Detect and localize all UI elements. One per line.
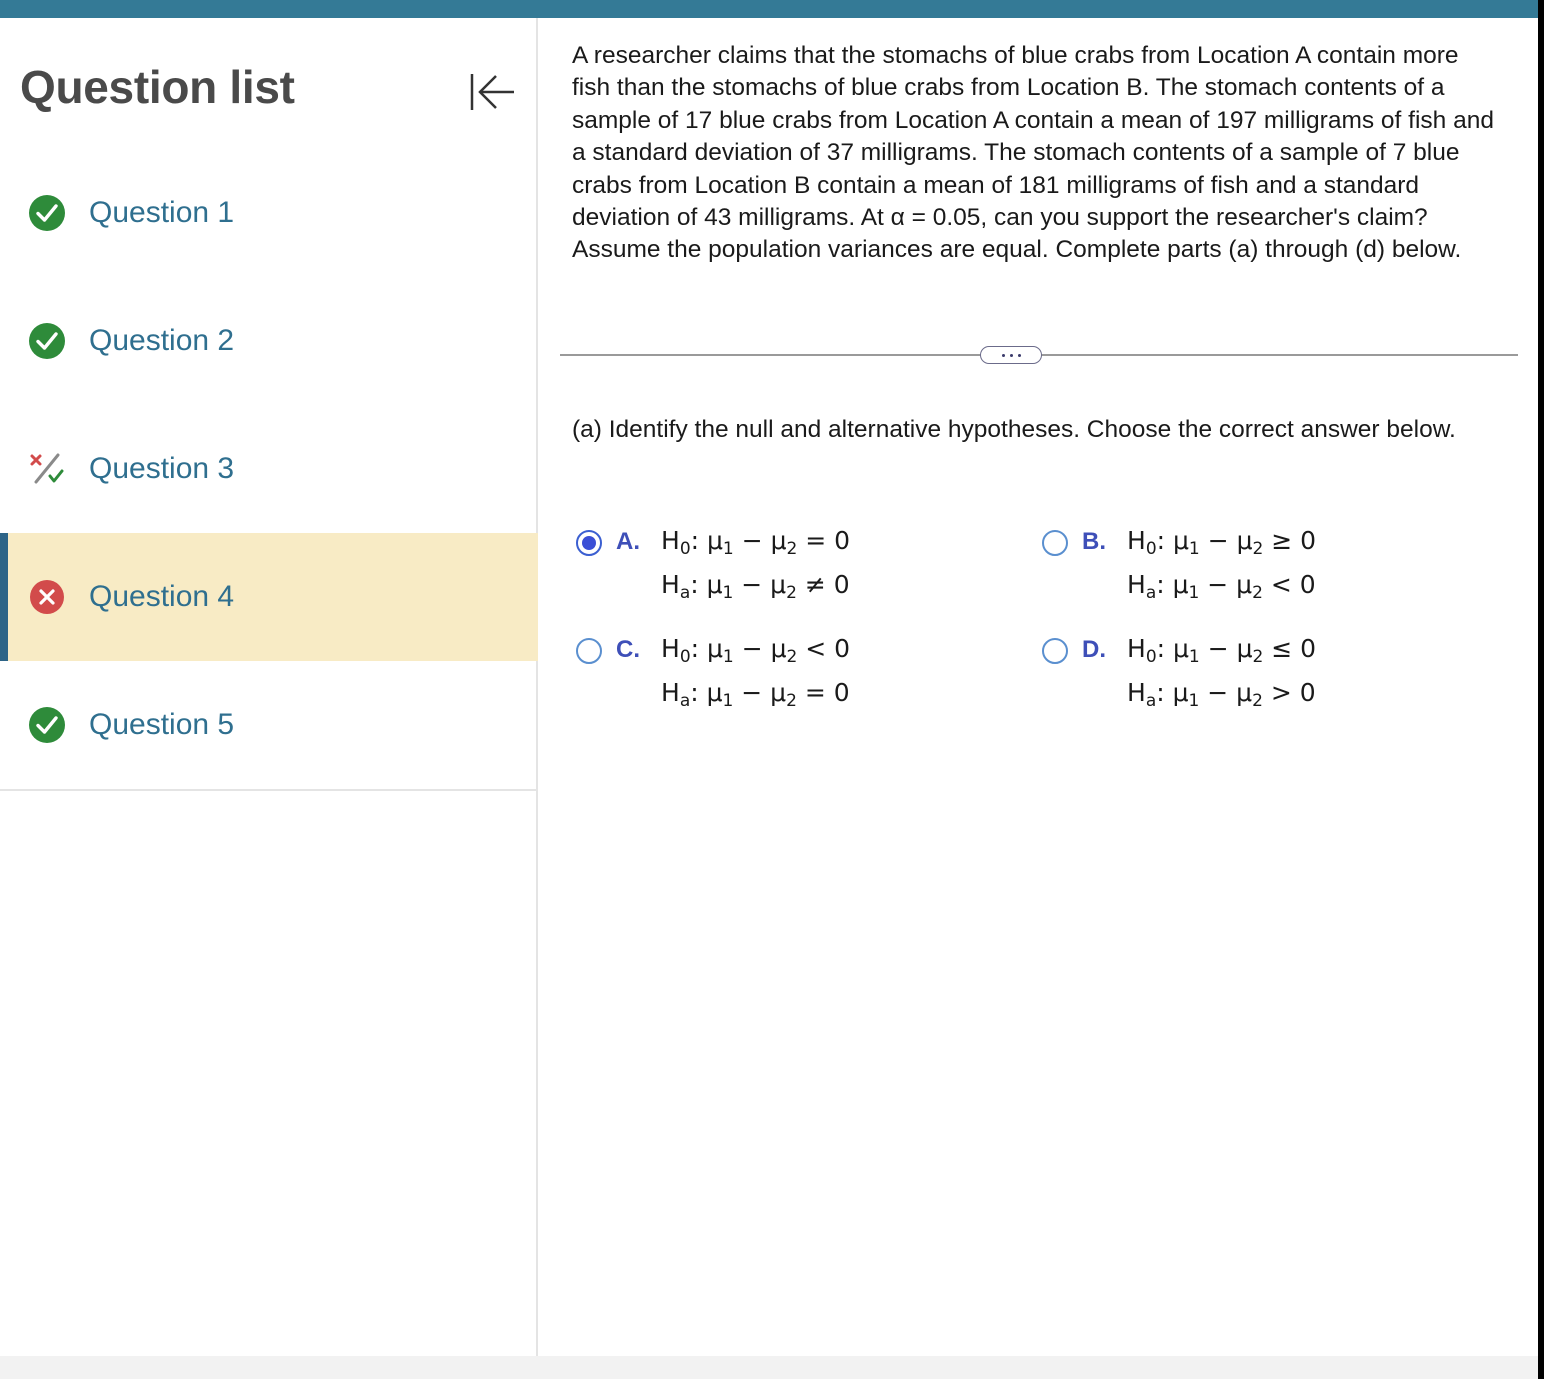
alternative-hypothesis: $H_a$: $\mu_1 - \mu_2 \ne 0$	[661, 570, 850, 603]
question-list-title: Question list	[20, 61, 295, 113]
radio-button-selected[interactable]	[576, 530, 602, 556]
option-letter: D.	[1082, 636, 1106, 663]
question-label: Question 4	[89, 580, 235, 613]
option-d[interactable]	[1042, 634, 1462, 724]
collapse-sidebar-button[interactable]	[466, 70, 518, 114]
null-hypothesis: $H_0$: $\mu_1 - \mu_2 \ge 0$	[1127, 526, 1317, 559]
option-letter: A.	[616, 528, 640, 555]
problem-statement: A researcher claims that the stomachs of blue crabs from Location A contain more fish than the stomachs of blue crabs from Location B. The stomach contents of a sample of 17 blue crabs from Location A contain a mean of 197 milligrams of fish and a standard deviation of 37 milligrams. The stomach contents of a sample of 7 blue crabs from Location B contain a mean of 181 milligrams of fish and a standard deviation of 43 milligrams. At α = 0.05, can you support the researcher's claim? Assume the population variances are equal. Complete parts (a) through (d) below.	[572, 42, 1494, 264]
question-label: Question 5	[89, 708, 235, 741]
ha-relation: > 0	[1270, 678, 1316, 707]
h0-relation: ≤ 0	[1271, 634, 1317, 663]
question-item-1[interactable]	[0, 149, 538, 277]
partial-credit-icon	[28, 450, 66, 488]
question-item-5[interactable]	[0, 661, 538, 789]
check-circle-icon	[28, 706, 66, 744]
sidebar-divider	[0, 789, 538, 791]
expand-more-button[interactable]	[980, 346, 1042, 364]
x-circle-icon	[28, 578, 66, 616]
question-label: Question 1	[89, 196, 235, 229]
radio-button[interactable]	[1042, 530, 1068, 556]
ellipsis-icon	[1002, 354, 1005, 357]
null-hypothesis: $H_0$: $\mu_1 - \mu_2 = 0$	[661, 526, 851, 559]
h0-relation: = 0	[805, 526, 851, 555]
check-circle-icon	[28, 194, 66, 232]
radio-button[interactable]	[1042, 638, 1068, 664]
part-a-prompt: (a) Identify the null and alternative hypotheses. Choose the correct answer below.	[572, 416, 1456, 443]
alternative-hypothesis: $H_a$: $\mu_1 - \mu_2 > 0$	[1127, 678, 1316, 711]
window-edge	[1538, 0, 1544, 1379]
radio-button[interactable]	[576, 638, 602, 664]
active-indicator	[0, 533, 8, 661]
question-item-3[interactable]	[0, 405, 538, 533]
alternative-hypothesis: $H_a$: $\mu_1 - \mu_2 < 0$	[1127, 570, 1316, 603]
question-label: Question 3	[89, 452, 235, 485]
question-content	[540, 18, 1538, 1356]
ha-relation: = 0	[804, 678, 850, 707]
option-letter: C.	[616, 636, 640, 663]
h0-relation: ≥ 0	[1271, 526, 1317, 555]
option-a[interactable]	[576, 526, 996, 616]
option-letter: B.	[1082, 528, 1106, 555]
question-item-2[interactable]	[0, 277, 538, 405]
option-c[interactable]	[576, 634, 996, 724]
null-hypothesis: $H_0$: $\mu_1 - \mu_2 \le 0$	[1127, 634, 1317, 667]
question-label: Question 2	[89, 324, 235, 357]
alternative-hypothesis: $H_a$: $\mu_1 - \mu_2 = 0$	[661, 678, 850, 711]
null-hypothesis: $H_0$: $\mu_1 - \mu_2 < 0$	[661, 634, 851, 667]
top-bar	[0, 0, 1538, 18]
ha-relation: ≠ 0	[804, 570, 850, 599]
bottom-strip	[0, 1356, 1538, 1379]
collapse-left-icon	[466, 70, 518, 114]
ha-relation: < 0	[1270, 570, 1316, 599]
option-b[interactable]	[1042, 526, 1462, 616]
question-list-sidebar	[0, 18, 538, 1356]
check-circle-icon	[28, 322, 66, 360]
question-item-4[interactable]	[0, 533, 538, 661]
h0-relation: < 0	[805, 634, 851, 663]
